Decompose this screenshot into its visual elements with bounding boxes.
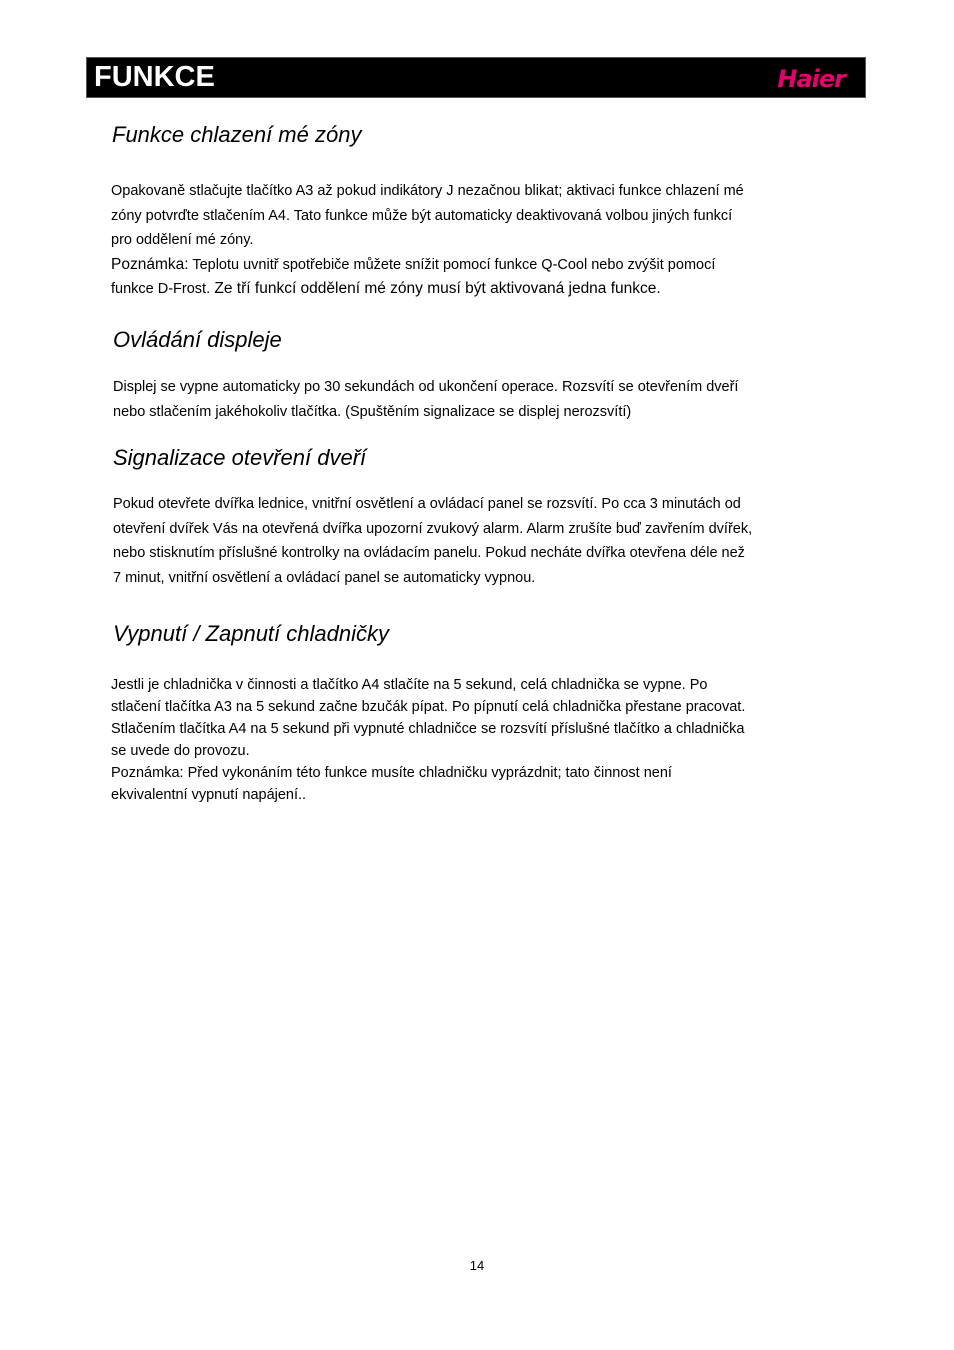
header-bar <box>86 57 866 98</box>
text-line: stlačení tlačítka A3 na 5 sekund začne bzučák pípat. Po pípnutí celá chladnička přestane pracovat. <box>111 699 746 715</box>
text-line: Stlačením tlačítka A4 na 5 sekund při vypnuté chladničce se rozsvítí příslušné tlačítko a chladnička <box>111 721 745 737</box>
text-line: se uvede do provozu. <box>111 743 250 759</box>
text-line: zóny potvrďte stlačením A4. Tato funkce může být automaticky deaktivovaná volbou jiných funkcí <box>111 207 733 224</box>
text-line: nebo stlačením jakéhokoliv tlačítka. (Spuštěním signalizace se displej nerozsvítí) <box>113 403 632 420</box>
text-line: Opakovaně stlačujte tlačítko A3 až pokud indikátory J nezačnou blikat; aktivaci funkce chlazení mé <box>111 183 744 199</box>
page-title: FUNKCE <box>94 61 215 93</box>
text-line: Pokud otevřete dvířka lednice, vnitřní osvětlení a ovládací panel se rozsvítí. Po cca 3 minutách od <box>113 496 741 512</box>
text-line: otevření dvířek Vás na otevřená dvířka upozorní zvukový alarm. Alarm zrušíte buď zavřením dvířek, <box>113 520 753 537</box>
note-label: Poznámka: <box>111 255 189 273</box>
note-text-emphasis: Ze tří funkcí oddělení mé zóny musí být aktivovaná jedna funkce. <box>210 280 661 297</box>
paragraph-power-toggle <box>111 674 841 806</box>
note-line: Poznámka: Před vykonáním této funkce musíte chladničku vyprázdnit; tato činnost není <box>111 765 672 781</box>
paragraph-display-control <box>113 375 843 424</box>
text-line: pro oddělení mé zóny. <box>111 232 254 248</box>
note-text: funkce D-Frost. <box>111 281 211 297</box>
paragraph-door-alarm <box>113 492 843 590</box>
text-line: Displej se vypne automaticky po 30 sekundách od ukončení operace. Rozsvítí se otevřením dveří <box>113 379 739 395</box>
haier-logo: Haier <box>777 65 845 93</box>
note-line <box>111 277 841 302</box>
section-heading-display-control: Ovládání displeje <box>113 327 282 352</box>
text-line: nebo stisknutím příslušné kontrolky na ovládacím panelu. Pokud necháte dvířka otevřena déle než <box>113 545 745 561</box>
text-line: Jestli je chladnička v činnosti a tlačítko A4 stlačíte na 5 sekund, celá chladnička se vypne. Po <box>111 677 708 693</box>
note-line <box>111 253 841 278</box>
section-heading-door-alarm: Signalizace otevření dveří <box>113 445 367 470</box>
section-heading-zone-cooling: Funkce chlazení mé zóny <box>112 122 362 147</box>
page-number: 14 <box>469 1258 485 1273</box>
note-line: ekvivalentní vypnutí napájení.. <box>111 787 307 803</box>
note-text: Teplotu uvnitř spotřebiče můžete snížit pomocí funkce Q-Cool nebo zvýšit pomocí <box>188 256 716 273</box>
section-heading-power-toggle: Vypnutí / Zapnutí chladničky <box>113 621 389 646</box>
text-line: 7 minut, vnitřní osvětlení a ovládací panel se automaticky vypnou. <box>113 569 536 586</box>
paragraph-zone-cooling <box>111 179 841 302</box>
